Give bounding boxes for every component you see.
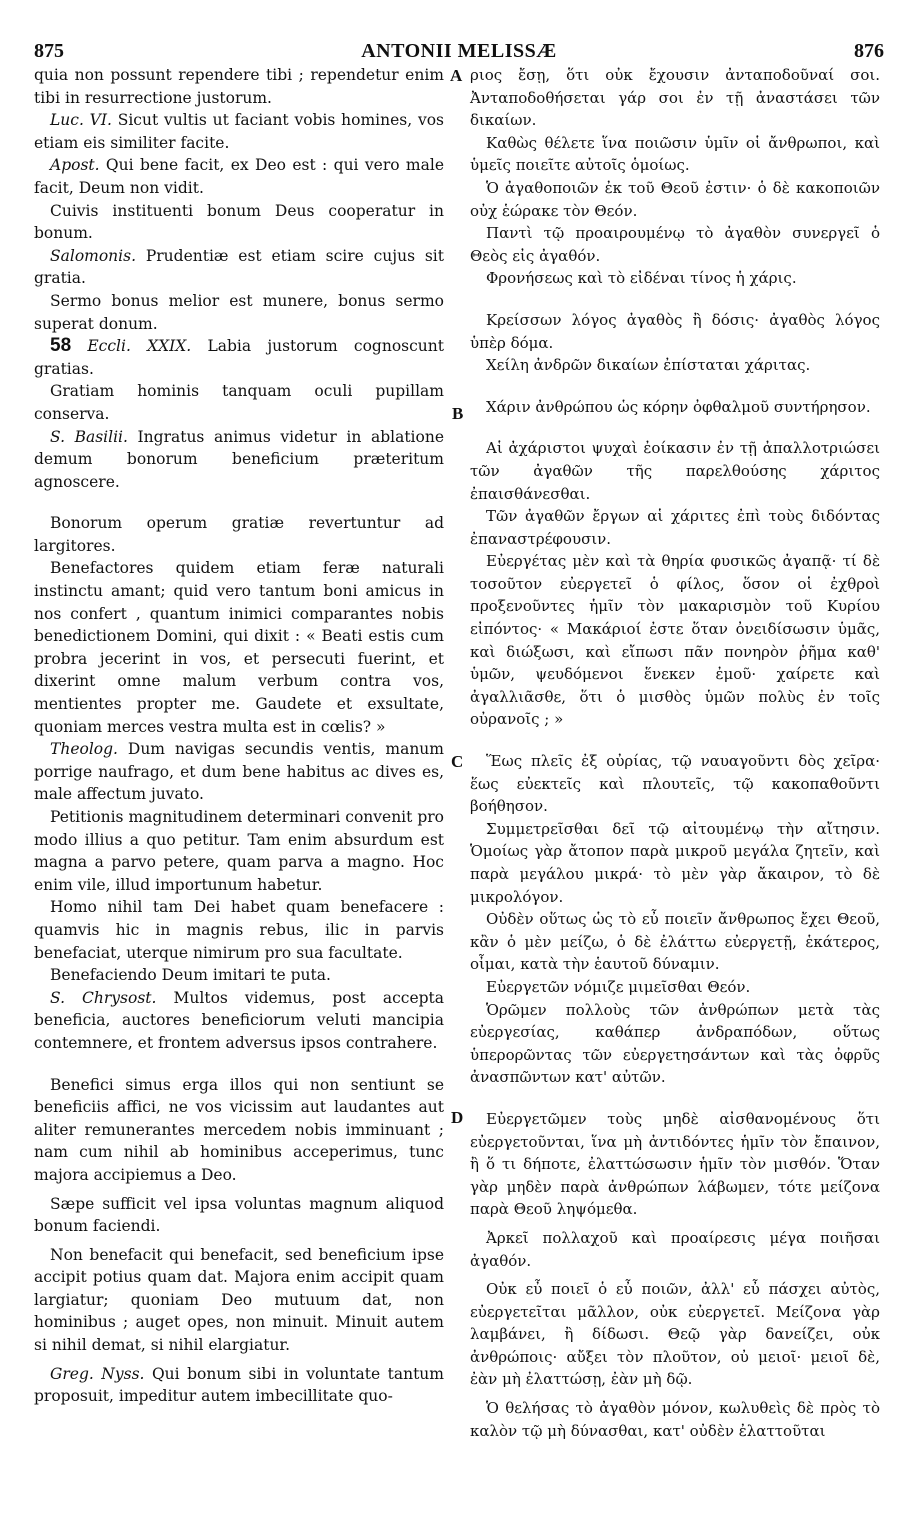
greek-paragraph: Εὐεργέτας μὲν καὶ τὰ θηρία φυσικῶς ἀγαπᾷ· τί δὲ τοσοῦτον εὐεργετεῖ ὁ φίλος, ὅσον οἱ ἐχθροὶ προξενοῦντες ἡμῖν τὸν μακαρισμὸν τοῦ Κυρίου εἰπόντος· « Μακάριοί ἐστε ὅταν ὀνειδίσωσιν ὑμᾶς, καὶ διώξωσι, καὶ εἴπωσι πᾶν πονηρὸν ῥῆμα καθ' ὑμῶν, ψευδόμενοι ἕνεκεν ἐμοῦ· χαίρετε καὶ ἀγαλλιᾶσθε, ὅτι ὁ μισθὸς ὑμῶν πολὺς ἐν τοῖς οὐρανοῖς ; » [470,552,880,729]
page-number-right: 876 [854,40,884,62]
greek-paragraph: Εὐεργετῶμεν τοὺς μηδὲ αἰσθανομένους ὅτι εὐεργετοῦνται, ἵνα μὴ ἀντιδόντες ἡμῖν τὸν ἔπαινον, ἢ ὅ τι δήποτε, ἐλαττώσωσιν ἡμῖν τὸν μισθόν. Ὅταν γὰρ μηδὲν παρὰ ἀνθρώπων λάβωμεν, τότε μείζονα παρὰ Θεοῦ ληψόμεθα. [470,1109,880,1219]
greek-paragraph: Χάριν ἀνθρώπου ὡς κόρην ὀφθαλμοῦ συντήρησον. [486,397,871,416]
latin-column [34,64,444,1408]
chapter-number: 58 [50,335,72,357]
source-citation: Theolog. [50,740,118,759]
greek-paragraph: Ὁ ἀγαθοποιῶν ἐκ τοῦ Θεοῦ ἐστιν· ὁ δὲ κακοποιῶν οὐχ ἑώρακε τὸν Θεόν. [470,178,880,220]
source-citation: S. Chrysost. [50,988,157,1007]
greek-paragraph: Οὐκ εὖ ποιεῖ ὁ εὖ ποιῶν, ἀλλ' εὖ πάσχει αὐτὸς, εὐεργετεῖται μᾶλλον, οὐκ εὐεργετεῖ. Μείζονα γὰρ λαμβάνει, ἢ δίδωσι. Θεῷ γὰρ δανείζει, οὐκ ἀνθρώποις· αὔξει τὸν πλοῦτον, οὐ μειοῖ· μειοῖ δὲ, ἐὰν μὴ ἐλαττώσῃ, ἐὰν μὴ δῷ. [470,1280,880,1389]
latin-paragraph: Theolog. Dum navigas secundis ventis, manum porrige naufrago, et dum bene habitus ac dives es, male affectum juvato. [34,740,444,804]
latin-paragraph: Petitionis magnitudinem determinari convenit pro modo illius a quo petitur. Tam enim absurdum est magna a parvo petere, quam parva a magno. Hoc enim vile, illud importunum habetur. [34,808,444,894]
source-citation: Salomonis. [50,246,136,265]
latin-paragraph: 58 Eccli. XXIX. Labia justorum cognoscunt gratias. [34,335,444,378]
source-citation: S. Basilii. [50,427,128,446]
greek-paragraph: Καθὼς θέλετε ἵνα ποιῶσιν ὑμῖν οἱ ἄνθρωποι, καὶ ὑμεῖς ποιεῖτε αὐτοῖς ὁμοίως. [470,133,880,175]
section-marker-c: C [451,752,464,771]
section-marker-a: A [450,66,463,85]
section-marker-d: D [451,1108,464,1127]
greek-column [470,64,880,1442]
latin-paragraph: Non benefacit qui benefacit, sed beneficium ipse accipit potius quam dat. Majora enim accipit quam largiatur; quoniam Deo mutuum dat, non hominibus ; auget opes, non minuit. Minuit autem si nihil demat, si nihil elargiatur. [34,1245,444,1355]
latin-paragraph: Apost. Qui bene facit, ex Deo est : qui vero male facit, Deum non vidit. [34,156,444,197]
latin-paragraph: Bonorum operum gratiæ revertuntur ad largitores. [34,514,444,555]
greek-paragraph: Χείλη ἀνδρῶν δικαίων ἐπίσταται χάριτας. [486,356,811,375]
latin-paragraph: S. Chrysost. Multos videmus, post accepta beneficia, auctores beneficiorum veluti mancipia contemnere, et frontem adversus ipsos contrahere. [34,988,445,1052]
latin-paragraph: Benefaciendo Deum imitari te puta. [50,966,331,985]
source-citation: Greg. Nyss. [50,1364,145,1383]
latin-paragraph: Luc. VI. Sicut vultis ut faciant vobis homines, vos etiam eis similiter facite. [34,111,444,152]
section-marker-b: B [452,404,464,423]
latin-paragraph: Benefici simus erga illos qui non sentiunt se beneficiis affici, ne vos vicissim aut laudantes aut aliter remunerantes mercedem nobis imminuant ; nam cum nihil ab hominibus acceperimus, tunc majora accipiemus a Deo. [34,1075,444,1184]
latin-paragraph: S. Basilii. Ingratus animus videtur in ablatione demum bonorum beneficium præteritum agnoscere. [34,427,444,491]
latin-paragraph: Benefactores quidem etiam feræ naturali instinctu amant; quid vero tantum boni amicus in nos confert , quantum inimici comparantes nobis benedictionem Domini, qui dixit : « Beati estis cum probra jecerint in vos, et persecuti fuerint, et dixerint omne malum verbum contra vos, mentientes propter me. Gaudete et exsultate, quoniam merces vestra multa est in cœlis? » [34,559,444,736]
greek-paragraph: Οὐδὲν οὕτως ὡς τὸ εὖ ποιεῖν ἄνθρωπος ἔχει Θεοῦ, κἂν ὁ μὲν μείζω, ὁ δὲ ἐλάττω εὐεργετῇ, ἑκάτερος, οἶμαι, κατὰ τὴν ἑαυτοῦ δύναμιν. [470,910,880,974]
greek-paragraph: Τῶν ἀγαθῶν ἔργων αἱ χάριτες ἐπὶ τοὺς διδόντας ἐπαναστρέφουσιν. [470,507,880,548]
greek-paragraph: Αἱ ἀχάριστοι ψυχαὶ ἐοίκασιν ἐν τῇ ἀπαλλοτριώσει τῶν ἀγαθῶν τῆς παρελθούσης χάριτος ἐπαισθάνεσθαι. [470,439,880,503]
latin-paragraph: Sæpe sufficit vel ipsa voluntas magnum aliquod bonum faciendi. [34,1194,444,1236]
greek-paragraph: Παντὶ τῷ προαιρουμένῳ τὸ ἀγαθὸν συνεργεῖ ὁ Θεὸς εἰς ἀγαθόν. [470,224,880,265]
greek-paragraph: Συμμετρεῖσθαι δεῖ τῷ αἰτουμένῳ τὴν αἴτησιν. Ὁμοίως γὰρ ἄτοπον παρὰ μικροῦ μεγάλα ζητεῖν, καὶ παρὰ μεγάλου μικρά· τὸ μὲν γὰρ ἄκαιρον, τὸ δὲ μικρολόγον. [470,819,880,906]
latin-paragraph: Gratiam hominis tanquam oculi pupillam conserva. [34,382,444,423]
running-title: ANTONII MELISSÆ [361,40,557,62]
source-citation: Apost. [50,156,100,175]
greek-paragraph: Ὁρῶμεν πολλοὺς τῶν ἀνθρώπων μετὰ τὰς εὐεργεσίας, καθάπερ ἀνδραπόδων, οὕτως ὑπερορῶντας τῶν εὐεργετησάντων καὶ τὰς ὀφρῦς ἀνασπῶντων κατ' αὐτῶν. [470,1000,880,1087]
greek-paragraph: Εὐεργετῶν νόμιζε μιμεῖσθαι Θεόν. [486,977,751,996]
latin-paragraph: Greg. Nyss. Qui bonum sibi in voluntate tantum proposuit, impeditur autem imbecillitate quo- [34,1364,444,1406]
greek-paragraph: Κρείσσων λόγος ἀγαθὸς ἢ δόσις· ἀγαθὸς λόγος ὑπὲρ δόμα. [470,310,880,352]
greek-paragraph: Ὁ θελήσας τὸ ἀγαθὸν μόνον, κωλυθεὶς δὲ πρὸς τὸ καλὸν τῷ μὴ δύνασθαι, κατ' οὐδὲν ἐλαττοῦται [470,1399,880,1440]
greek-paragraph: ριος ἔσῃ, ὅτι οὐκ ἔχουσιν ἀνταποδοῦναί σοι. Ἀνταποδοθήσεται γάρ σοι ἐν τῇ ἀναστάσει τῶν δικαίων. [470,66,880,130]
greek-paragraph: Ἀρκεῖ πολλαχοῦ καὶ προαίρεσις μέγα ποιῆσαι ἀγαθόν. [470,1228,880,1270]
latin-paragraph: Salomonis. Prudentiæ est etiam scire cujus sit gratia. [34,246,444,288]
page-header [34,40,884,66]
source-citation: Eccli. XXIX. [87,337,192,356]
page-number-left: 875 [34,40,64,62]
greek-paragraph: Φρονήσεως καὶ τὸ εἰδέναι τίνος ἡ χάρις. [486,269,797,288]
source-citation: Luc. VI. [50,111,112,130]
latin-paragraph: Sermo bonus melior est munere, bonus sermo superat donum. [34,291,444,333]
latin-paragraph: Cuivis instituenti bonum Deus cooperatur in bonum. [34,201,444,243]
latin-paragraph: Homo nihil tam Dei habet quam benefacere : quamvis hic in magnis rebus, ilic in parvis benefaciat, uterque nimirum pro sua facultate. [34,898,444,962]
greek-paragraph: Ἕως πλεῖς ἐξ οὐρίας, τῷ ναυαγοῦντι δὸς χεῖρα· ἕως εὐεκτεῖς καὶ πλουτεῖς, τῷ κακοπαθοῦντι βοήθησον. [470,752,880,816]
latin-paragraph: quia non possunt rependere tibi ; rependetur enim tibi in resurrectione justorum. [34,66,444,107]
